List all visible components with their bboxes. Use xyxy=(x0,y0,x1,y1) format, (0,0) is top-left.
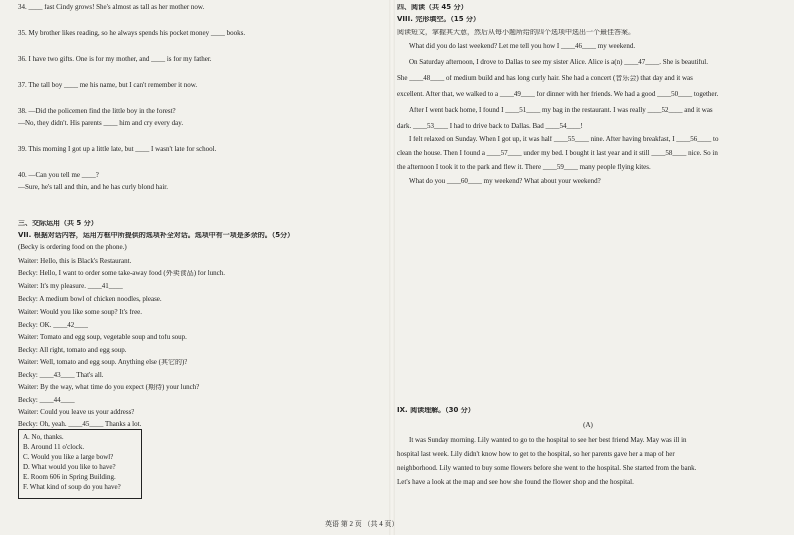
question-40: 40. —Can you tell me ____? xyxy=(18,172,99,179)
dialog-line: Waiter: It's my pleasure. ____41____ xyxy=(18,283,123,290)
dialog-line: Becky: ____44____ xyxy=(18,397,75,404)
reading-line: hospital last week. Lily didn't know how to get to the hospital, so her parents gave her a map of her xyxy=(397,451,675,458)
dialog-line: Waiter: Would you like some soup? It's free. xyxy=(18,309,143,316)
dialog-note: (Becky is ordering food on the phone.) xyxy=(18,244,127,251)
cloze-line: On Saturday afternoon, I drove to Dallas to see my sister Alice. Alice is a(n) ____47____. She is beautiful. xyxy=(409,59,708,66)
dialog-line: Becky: All right, tomato and egg soup. xyxy=(18,347,127,354)
answer-option: F. What kind of soup do you have? xyxy=(23,484,121,491)
reading-line: Let's have a look at the map and see how she found the flower shop and the hospital. xyxy=(397,479,634,486)
passage-label: (A) xyxy=(583,422,593,429)
question-35: 35. My brother likes reading, so he always spends his pocket money ____ books. xyxy=(18,30,246,37)
section-3-title: 三、交际运用（共 5 分） xyxy=(18,220,98,227)
reading-line: neighborhood. Lily wanted to buy some flowers before she went to the hospital. She started from the bank. xyxy=(397,465,697,472)
dialog-line: Waiter: Could you leave us your address? xyxy=(18,409,135,416)
answer-option: E. Room 606 in Spring Building. xyxy=(23,474,116,481)
question-40-reply: —Sure, he's tall and thin, and he has curly blond hair. xyxy=(18,184,168,191)
cloze-line: She ____48____ of medium build and has long curly hair. She had a concert (音乐会) that day and it was xyxy=(397,75,693,82)
dialog-line: Becky: Hello, I want to order some take-away food (外卖食品) for lunch. xyxy=(18,270,226,277)
cloze-line: the afternoon I took it to the park and flew it. There ____59____ many people flying kites. xyxy=(397,164,651,171)
dialog-line: Becky: ____43____ That's all. xyxy=(18,372,104,379)
question-39: 39. This morning I got up a little late, but ____ I wasn't late for school. xyxy=(18,146,217,153)
dialog-line: Waiter: Hello, this is Black's Restaurant. xyxy=(18,258,132,265)
reading-line: It was Sunday morning. Lily wanted to go to the hospital to see her best friend May. May was ill in xyxy=(409,437,687,444)
dialog-line: Becky: A medium bowl of chicken noodles, please. xyxy=(18,296,162,303)
section-9-title: IX. 阅读理解。（30 分） xyxy=(397,407,475,414)
cloze-line: dark. ____53____ I had to drive back to Dallas. Bad ____54____! xyxy=(397,123,583,130)
cloze-line: What did you do last weekend? Let me tell you how I ____46____ my weekend. xyxy=(409,43,636,50)
question-37: 37. The tall boy ____ me his name, but I can't remember it now. xyxy=(18,82,198,89)
cloze-line: I felt relaxed on Sunday. When I got up, it was half ____55____ nine. After having breakfast, I ____56____ to xyxy=(409,136,719,143)
dialog-line: Becky: OK. ____42____ xyxy=(18,322,89,329)
section-8-instruction: 阅读短文，掌握其大意，然后从每小题所给的四个选项中选出一个最佳答案。 xyxy=(397,29,635,36)
question-38: 38. —Did the policemen find the little boy in the forest? xyxy=(18,108,176,115)
cloze-line: After I went back home, I found I ____51____ my bag in the restaurant. I was really ____52____ and it was xyxy=(409,107,713,114)
question-38-reply: —No, they didn't. His parents ____ him and cry every day. xyxy=(18,120,184,127)
answer-option: D. What would you like to have? xyxy=(23,464,116,471)
cloze-line: excellent. After that, we walked to a ____49____ for dinner with her friends. We had a good ____50____ together. xyxy=(397,91,719,98)
dialog-line: Waiter: Well, tomato and egg soup. Anything else (其它的)? xyxy=(18,359,188,366)
cloze-line: clean the house. Then I found a ____57____ under my bed. I bought it last year and it still ____58____ nice. So in xyxy=(397,150,718,157)
page-fold xyxy=(389,0,395,535)
section-7-instruction: VII. 根据对话内容，运用方框中所提供的选项补全对话。选项中有一项是多余的。（5分） xyxy=(18,232,295,239)
answer-option: C. Would you like a large bowl? xyxy=(23,454,114,461)
section-8-title: VIII. 完形填空。（15 分） xyxy=(397,16,481,23)
answer-option: A. No, thanks. xyxy=(23,434,64,441)
question-34: 34. ____ fast Cindy grows! She's almost as tall as her mother now. xyxy=(18,4,205,11)
cloze-line: What do you ____60____ my weekend? What about your weekend? xyxy=(409,178,601,185)
section-4-title: 四、阅读（共 45 分） xyxy=(397,4,468,11)
answer-options-box xyxy=(18,429,142,499)
dialog-line: Waiter: By the way, what time do you expect (期待) your lunch? xyxy=(18,384,200,391)
question-36: 36. I have two gifts. One is for my mother, and ____ is for my father. xyxy=(18,56,212,63)
page-footer: 英语 第 2 页 （共 4 页） xyxy=(325,520,399,528)
answer-option: B. Around 11 o'clock. xyxy=(23,444,85,451)
dialog-line: Becky: Oh, yeah. ____45____ Thanks a lot. xyxy=(18,421,142,428)
dialog-line: Waiter: Tomato and egg soup, vegetable soup and tofu soup. xyxy=(18,334,187,341)
